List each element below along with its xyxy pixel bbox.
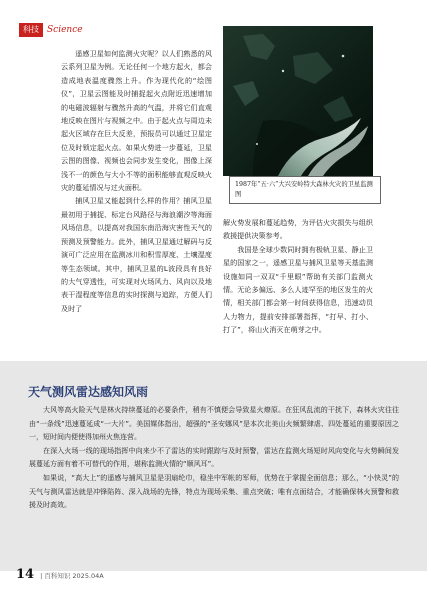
sidebar-body [29,404,399,513]
page-number: 14 [16,567,35,582]
section-tag: 科技 [19,23,43,37]
publication-info: | 百科知识 2025.04A [40,572,104,580]
paragraph: 如果说，“高大上”的遥感与捕风卫星是羽扇纶巾，稳坐中军帐的军师，优势在于掌握全面信息；那么，“小快灵”的天气与测风雷达就是冲锋陷阵、深入战场的先锋，特点为现场采集、重点突破；唯有点面结合，才能确保林火预警和救援及时高效。 [29,473,399,510]
image-caption: 1987年“五·六”大兴安岭特大森林火灾的卫星监测图 [229,176,381,204]
sidebar-title: 天气测风雷达感知风雨 [28,385,149,399]
section-header [19,22,83,38]
paragraph: 解火势发展和蔓延趋势，为评估火灾损失与组织救援提供决策参考。 [223,218,373,241]
paragraph: 遥感卫星如何监测火灾呢？以人们熟悉的风云系列卫星为例。无论任何一个地方起火，都会造成地表温度骤然上升。作为现代化的“绘图仪”，卫星云图能及时捕捉起火点附近迅速增加的电磁波辐射与骤然升高的气温，并将它们直观地反映在图片与视频之中。由于起火点与周边未起火区域存在巨大反差，预报员可以通过卫星定位及时锁定起火点。如果火势进一步蔓延，卫星云图的图像、视频也会同步发生变化，图像上深浅不一的颜色与大小不等的面积能够直观反映火灾的蔓延情况与过火面积。 [61,49,212,193]
section-tag-en: Science [47,25,83,35]
left-column [61,47,212,315]
page-footer [16,567,104,582]
paragraph: 大风等高火险天气是林火持续蔓延的必要条件，稍有不慎便会导致星火燎原。在狂风乱流的干扰下，森林火灾往往由“一条线”迅速蔓延成“一大片”。美国媒体指出，超强的“圣安娜风”是本次北美山火频繁肆虐、四处蔓延的重要原因之一，短时间内便使得加州火焦连营。 [29,406,399,442]
paragraph: 我国是全球少数同时拥有极轨卫星、静止卫星的国家之一，遥感卫星与捕风卫星等天基监测设施如同一双双“千里眼”帮助有关部门监测火情。无论多偏远、多么人迹罕至的地区发生的火情，相关部门都会第一时间获得信息，迅速动员人力物力，提前安排部署指挥，“打早、打小、打了”，将山火消灭在萌芽之中。 [223,244,373,335]
paragraph: 在深入火场一线的现场指挥中向来少不了雷达的实时跟踪与及时预警，雷达在监测火场短时风向变化与火势瞬间发展蔓延方面有着不可替代的作用，堪称监测火情的“顺风耳”。 [29,446,399,469]
right-column [223,216,373,337]
satellite-fire-image [223,26,373,176]
paragraph: 捕风卫星又能起到什么样的作用？捕风卫星最初用于捕捉、标定台风路径与海浪潮汐等海面风场信息，以提高对我国东南沿海灾害性天气的预测及预警能力。此外，捕风卫星通过解码与反演可广泛应用在监测冰川和积雪厚度、土壤湿度等生态领域。其中，捕风卫星的L波段具有良好的大气穿透性，可实现对火场风力、风向以及地表干湿程度等信息的实时探测与追踪，方便人们及时了 [61,196,212,313]
